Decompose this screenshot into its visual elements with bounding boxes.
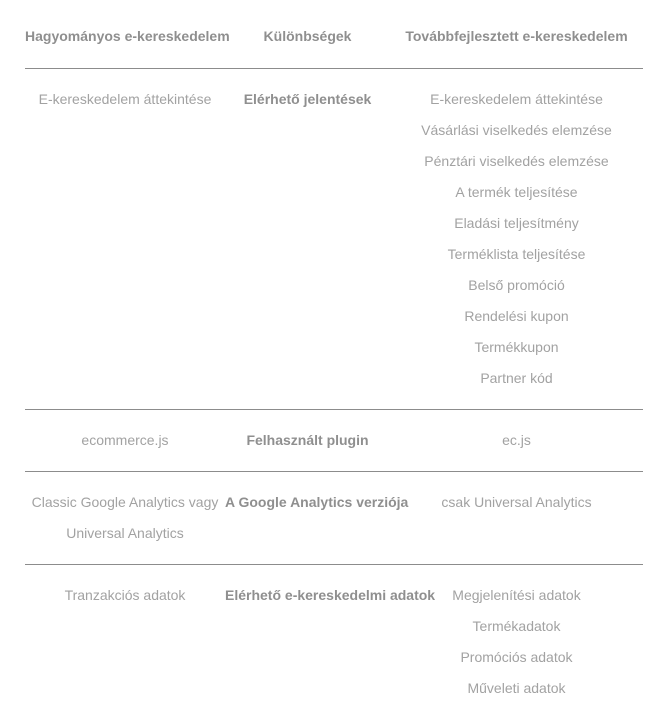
list-item: A termék teljesítése [455, 184, 578, 200]
list-item: Pénztári viselkedés elemzése [424, 153, 609, 169]
list-item: Termékkupon [474, 339, 559, 355]
table-header-row [25, 21, 643, 68]
table-row-ga-version [25, 471, 643, 564]
table-row-available-reports [25, 68, 643, 409]
list-item: Terméklista teljesítése [447, 246, 586, 262]
header-enhanced-ecommerce: Továbbfejlesztett e-kereskedelem [405, 28, 628, 44]
cell-traditional-ga-version [25, 487, 225, 549]
comparison-table [25, 21, 643, 719]
list-item: Classic Google Analytics vagy Universal Analytics [31, 494, 219, 541]
list-item: E-kereskedelem áttekintése [38, 91, 212, 107]
list-item: ec.js [502, 432, 531, 448]
list-item: Termékadatok [472, 618, 561, 634]
list-item: Partner kód [480, 370, 553, 386]
list-item: csak Universal Analytics [441, 494, 592, 510]
list-item: Vásárlási viselkedés elemzése [421, 122, 612, 138]
list-item: Belső promóció [468, 277, 565, 293]
table-row-plugin-used [25, 409, 643, 471]
list-item: E-kereskedelem áttekintése [430, 91, 603, 107]
cell-enhanced-ga-version [390, 487, 643, 518]
cell-difference-label: Elérhető jelentések [243, 91, 372, 107]
list-item: Eladási teljesítmény [454, 215, 579, 231]
list-item: Tranzakciós adatok [64, 587, 186, 603]
cell-difference-label: A Google Analytics verziója [225, 494, 409, 510]
list-item: Rendelési kupon [464, 308, 569, 324]
cell-traditional-reports [25, 84, 225, 115]
list-item: ecommerce.js [81, 432, 169, 448]
list-item: Promóciós adatok [460, 649, 573, 665]
cell-enhanced-plugin [390, 425, 643, 456]
header-differences: Különbségek [263, 28, 352, 44]
cell-enhanced-reports [390, 84, 643, 394]
cell-traditional-data [25, 580, 225, 611]
table-row-available-data [25, 564, 643, 719]
header-traditional-ecommerce: Hagyományos e-kereskedelem [25, 28, 230, 44]
cell-difference-label: Elérhető e-kereskedelmi adatok [225, 587, 436, 603]
cell-traditional-plugin [25, 425, 225, 456]
list-item: Műveleti adatok [467, 680, 566, 696]
cell-difference-label: Felhasznált plugin [246, 432, 369, 448]
list-item: Megjelenítési adatok [452, 587, 581, 603]
cell-enhanced-data [390, 580, 643, 704]
